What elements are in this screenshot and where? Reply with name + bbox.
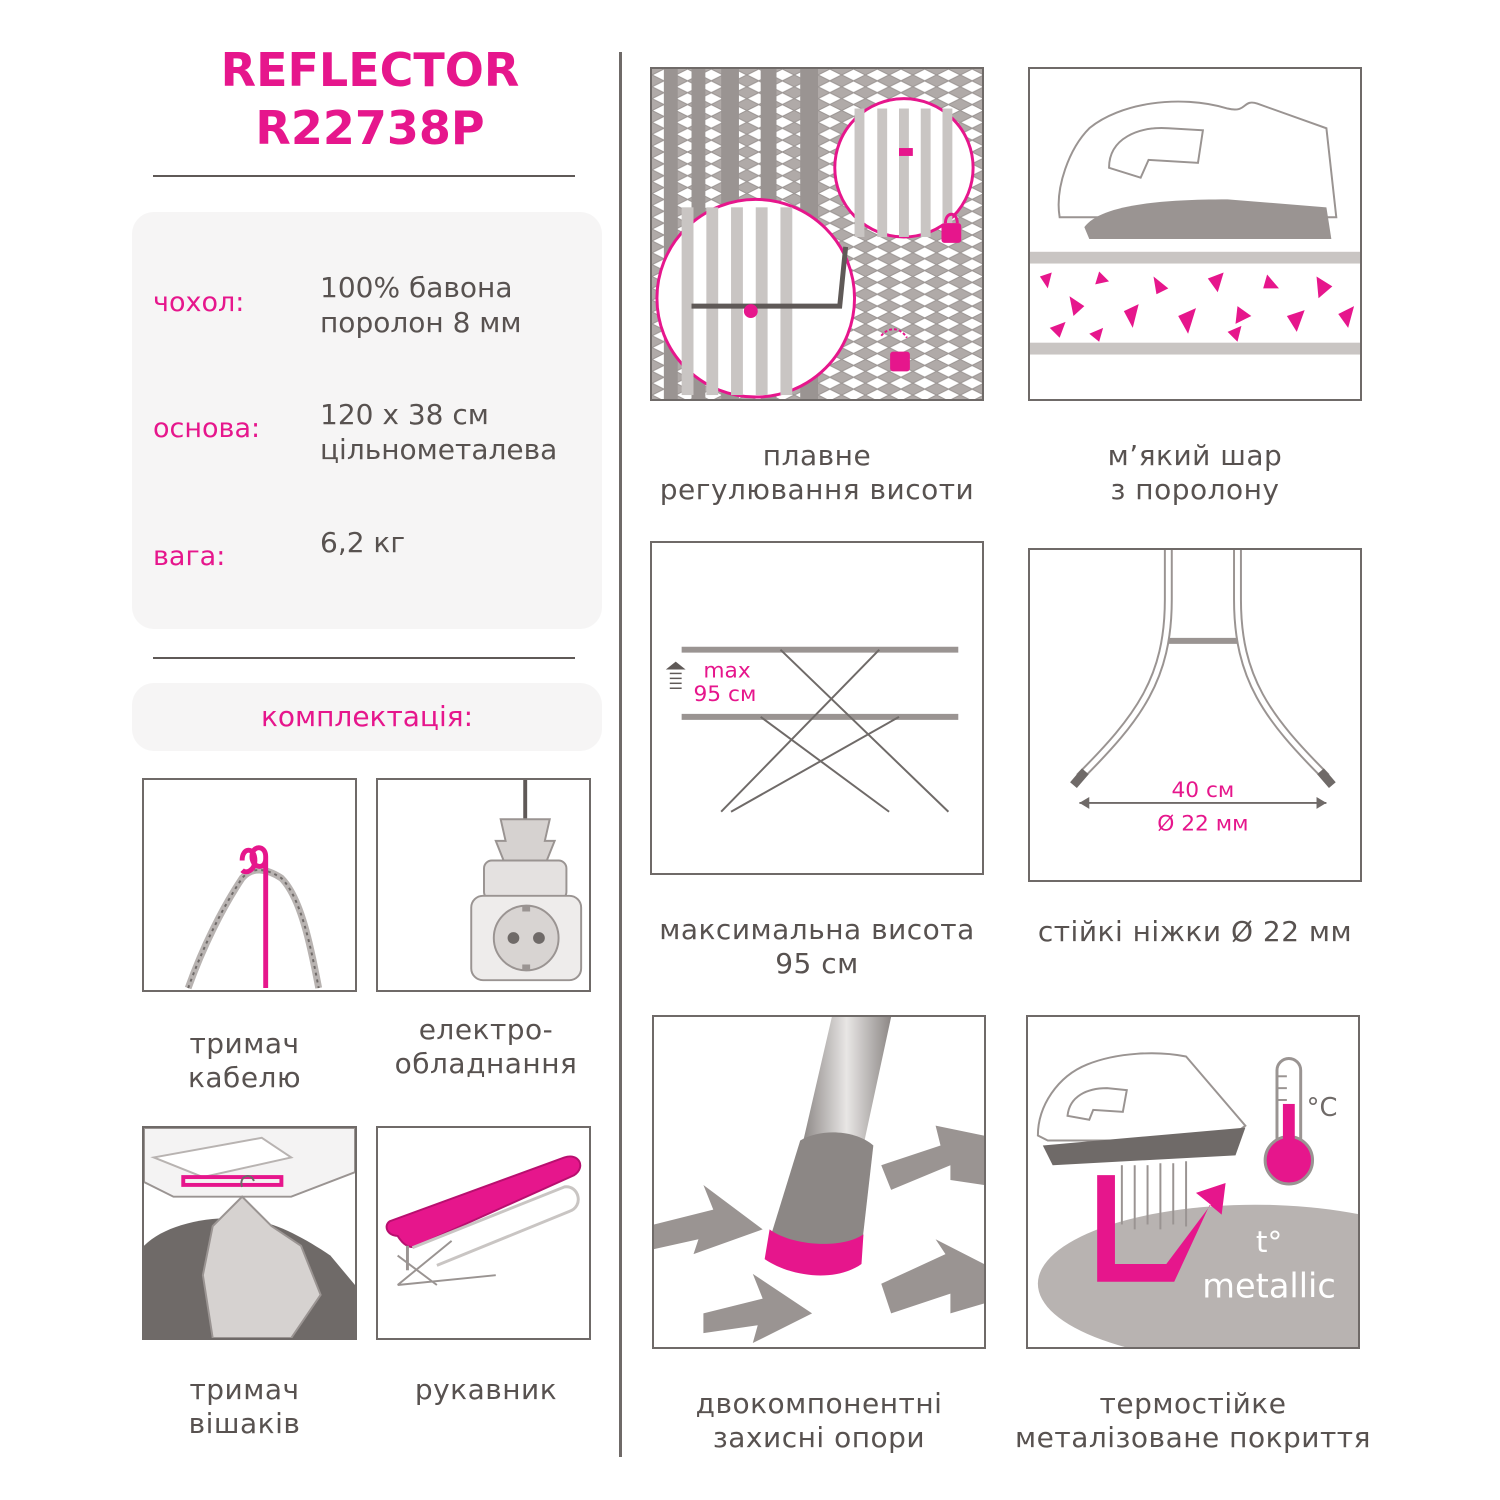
feature-tile-metallic-coating [1026, 1015, 1360, 1349]
kit-caption-electrical [376, 1013, 596, 1081]
kit-tile-sleeve-board [376, 1126, 591, 1340]
feature-caption-stable-legs: стійкі ніжки Ø 22 мм [1037, 915, 1353, 948]
legs-annotation-diameter: Ø 22 мм [1157, 811, 1249, 837]
feature-caption-height-adjust-line2: регулювання висоти [659, 473, 975, 506]
model-title: R22738P [255, 101, 485, 155]
spec-value-base-line2: цільнометалева [320, 433, 558, 466]
kit-caption-hanger-holder-line1: тримач [189, 1373, 300, 1406]
spec-label-cover: чохол: [153, 287, 245, 318]
column-divider [619, 52, 622, 1457]
feature-caption-foam-layer-line1: м’який шар [1107, 439, 1283, 472]
specs-divider [153, 657, 575, 659]
feature-caption-height-adjust [640, 439, 994, 507]
feature-tile-protective-feet [652, 1015, 986, 1349]
spec-label-base: основа: [153, 413, 261, 444]
feature-caption-height-adjust-line1: плавне [762, 439, 872, 472]
hanger-holder-icon [144, 1128, 355, 1338]
feature-caption-foam-layer-line2: з поролону [1110, 473, 1280, 506]
cable-holder-icon [144, 780, 355, 990]
stable-legs-icon [1030, 550, 1360, 880]
brand-title: REFLECTOR [220, 43, 520, 97]
kit-caption-cable-holder-line1: тримач [189, 1027, 300, 1060]
feature-caption-foam-layer [1018, 439, 1372, 507]
kit-caption-hanger-holder [142, 1373, 347, 1441]
legs-annotation-width: 40 см [1171, 778, 1235, 804]
kit-caption-electrical-line1: електро- [418, 1013, 554, 1046]
kit-tile-hanger-holder [142, 1126, 357, 1340]
feature-caption-max-height-line2: 95 см [775, 947, 859, 980]
thermo-annotation-metallic: metallic [1202, 1266, 1336, 1306]
sleeve-board-icon [378, 1128, 589, 1338]
thermo-annotation-temp: t° [1255, 1224, 1283, 1260]
feature-caption-metallic-coating [1006, 1387, 1380, 1455]
kit-caption-cable-holder [142, 1027, 347, 1095]
spec-value-cover [320, 270, 522, 340]
feature-caption-max-height-line1: максимальна висота [659, 913, 975, 946]
header-divider [153, 175, 575, 177]
height-adjust-lock-icon [652, 69, 982, 399]
thermo-annotation-celsius: °C [1306, 1092, 1338, 1123]
power-socket-icon [378, 780, 589, 990]
kit-caption-cable-holder-line2: кабелю [187, 1061, 302, 1094]
feature-tile-max-height [650, 541, 984, 875]
max-height-annotation-max: max [703, 658, 751, 684]
max-height-icon [652, 543, 982, 873]
kit-tile-electrical [376, 778, 591, 992]
spec-value-cover-line1: 100% бавона [320, 271, 513, 304]
kit-heading: комплектація: [260, 700, 474, 733]
feature-caption-protective-feet-line1: двокомпонентні [695, 1387, 943, 1420]
kit-caption-sleeve-board: рукавник [414, 1373, 558, 1406]
feature-tile-height-adjust [650, 67, 984, 401]
feature-caption-max-height [640, 913, 994, 981]
feature-caption-metallic-coating-line2: металізоване покриття [1015, 1421, 1371, 1454]
kit-caption-hanger-holder-line2: вішаків [188, 1407, 301, 1440]
spec-value-weight: 6,2 кг [320, 526, 406, 559]
spec-value-base-line1: 120 х 38 см [320, 398, 489, 431]
metallic-coating-icon [1028, 1017, 1358, 1347]
feature-tile-stable-legs [1028, 548, 1362, 882]
feature-caption-protective-feet-line2: захисні опори [712, 1421, 926, 1454]
feature-caption-metallic-coating-line1: термостійке [1099, 1387, 1287, 1420]
foam-layer-icon [1030, 69, 1360, 399]
spec-value-base [320, 397, 557, 467]
spec-value-cover-line2: поролон 8 мм [320, 306, 522, 339]
protective-feet-icon [654, 1017, 984, 1347]
feature-tile-foam-layer [1028, 67, 1362, 401]
kit-caption-electrical-line2: обладнання [394, 1047, 578, 1080]
feature-caption-protective-feet [642, 1387, 996, 1455]
spec-label-weight: вага: [153, 541, 226, 572]
max-height-annotation-value: 95 см [693, 682, 757, 708]
kit-tile-cable-holder [142, 778, 357, 992]
